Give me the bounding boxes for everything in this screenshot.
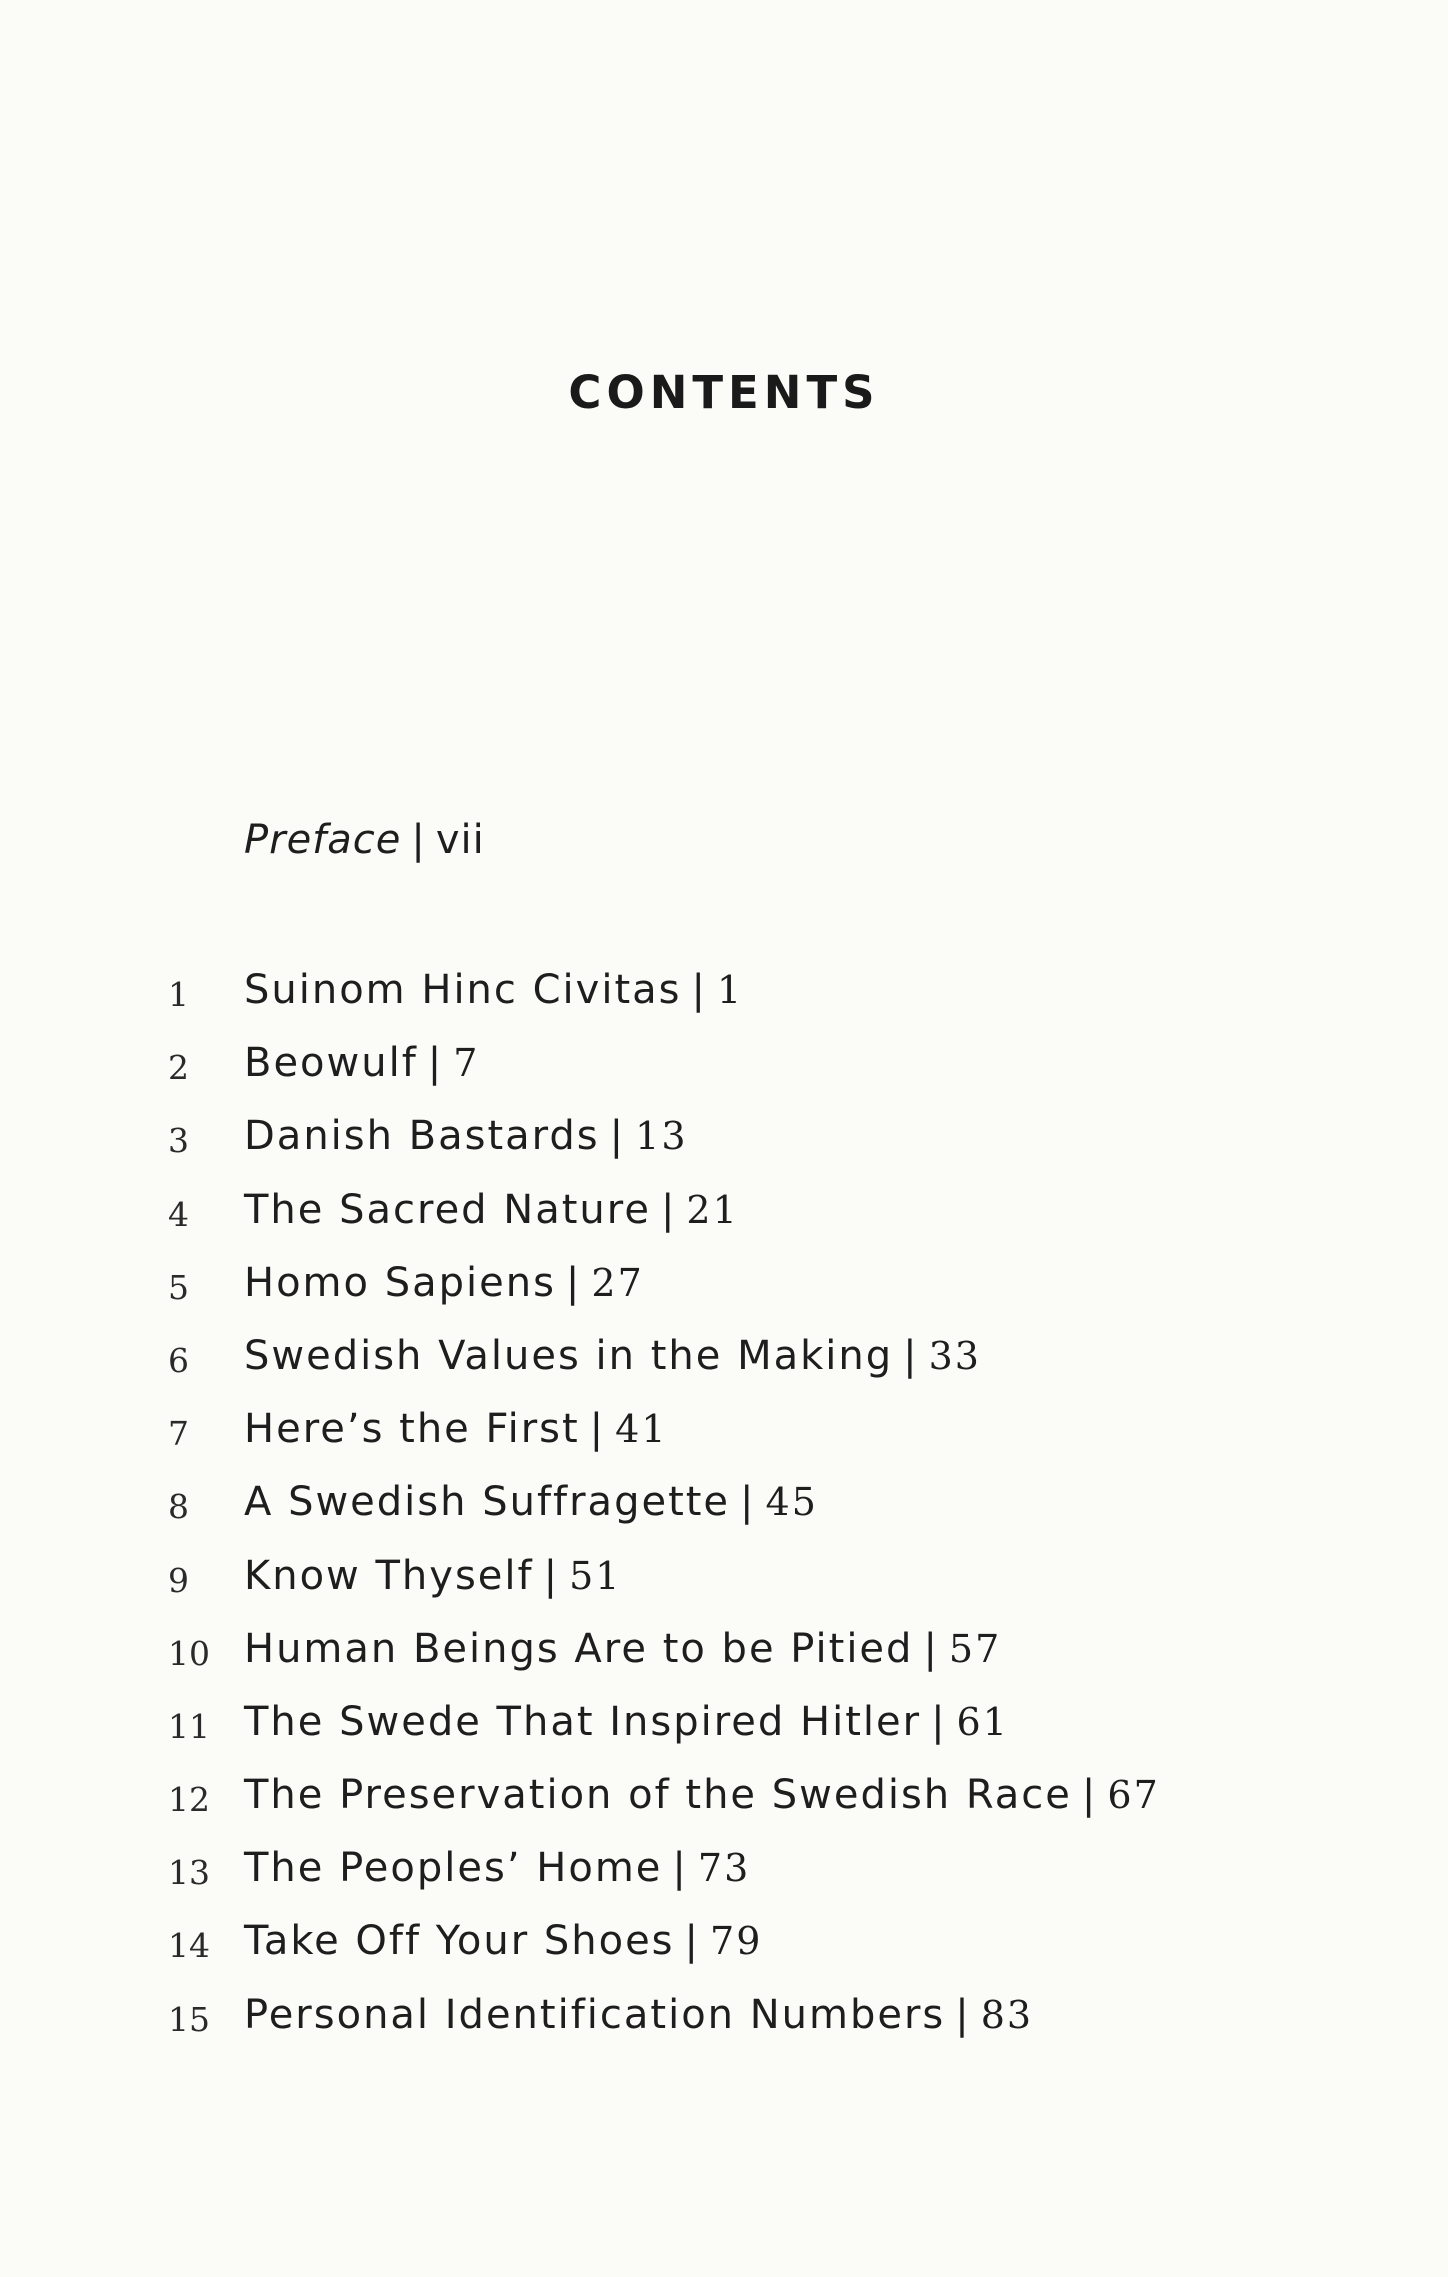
chapter-number: 15 (168, 1999, 210, 2039)
chapter-page-number: 33 (928, 1333, 981, 1378)
chapter-entry (0, 1479, 1448, 1555)
chapter-page-number: 13 (635, 1114, 688, 1159)
chapter-page-number: 67 (1107, 1773, 1160, 1818)
chapter-separator: | (955, 1991, 971, 2038)
chapter-entry (0, 1332, 1448, 1409)
chapter-number: 13 (168, 1853, 210, 1893)
chapter-page-number: 79 (710, 1919, 763, 1964)
chapter-page-number: 83 (980, 1992, 1034, 2037)
preface-separator: | (411, 817, 426, 863)
chapter-number: 9 (168, 1560, 189, 1600)
chapter-entry (0, 1259, 1448, 1336)
chapter-title: The Sacred Nature (244, 1186, 651, 1233)
chapter-number: 12 (168, 1780, 210, 1820)
chapter-entry (0, 1625, 1448, 1702)
chapter-separator: | (1081, 1772, 1098, 1819)
chapter-entry (0, 1918, 1448, 1994)
preface-label: Preface (244, 817, 402, 863)
chapter-title: The Preservation of the Swedish Race (244, 1772, 1072, 1819)
chapter-title: Know Thyself (244, 1552, 534, 1599)
chapter-entry (0, 1040, 1448, 1116)
chapter-number: 2 (168, 1048, 189, 1088)
chapter-separator: | (903, 1332, 919, 1379)
chapter-separator: | (923, 1625, 939, 1672)
chapter-entry (0, 1406, 1448, 1482)
chapter-title: Beowulf (244, 1040, 418, 1087)
chapter-entry (0, 1113, 1448, 1189)
chapter-entry (0, 967, 1448, 1043)
chapter-entry (0, 1845, 1448, 1921)
chapter-number: 14 (168, 1926, 210, 1966)
chapter-number: 3 (168, 1121, 189, 1161)
chapter-page-number: 45 (765, 1480, 818, 1525)
chapter-number: 8 (168, 1487, 189, 1527)
chapter-list (0, 967, 1448, 2068)
page-title: CONTENTS (568, 366, 880, 419)
chapter-page-number: 7 (453, 1041, 480, 1086)
chapter-title: A Swedish Suffragette (244, 1479, 731, 1526)
chapter-number: 1 (168, 975, 189, 1014)
preface-entry (244, 817, 485, 863)
chapter-separator: | (684, 1918, 701, 1965)
chapter-number: 11 (168, 1706, 210, 1746)
chapter-page-number: 1 (716, 968, 744, 1012)
chapter-number: 6 (168, 1340, 189, 1380)
chapter-title: Danish Bastards (244, 1113, 600, 1160)
chapter-page-number: 57 (948, 1626, 1002, 1671)
chapter-title: Take Off Your Shoes (244, 1918, 675, 1965)
chapter-separator: | (543, 1552, 560, 1599)
chapter-separator: | (691, 967, 707, 1013)
chapter-title: Personal Identification Numbers (244, 1991, 946, 2038)
chapter-entry (0, 1186, 1448, 1263)
chapter-page-number: 41 (615, 1407, 668, 1452)
chapter-separator: | (565, 1259, 582, 1306)
chapter-page-number: 73 (697, 1846, 751, 1891)
chapter-number: 5 (168, 1267, 189, 1307)
chapter-page-number: 61 (956, 1699, 1009, 1744)
chapter-entry (0, 1991, 1448, 2068)
chapter-separator: | (660, 1186, 677, 1233)
chapter-separator: | (589, 1406, 606, 1453)
chapter-separator: | (931, 1698, 947, 1745)
chapter-title: Swedish Values in the Making (244, 1332, 894, 1379)
preface-page-number: vii (435, 817, 485, 863)
chapter-title: Homo Sapiens (244, 1259, 556, 1306)
chapter-separator: | (740, 1479, 756, 1526)
chapter-entry (0, 1698, 1448, 1775)
chapter-title: Here’s the First (244, 1406, 580, 1453)
chapter-title: The Swede That Inspired Hitler (244, 1698, 922, 1745)
chapter-title: Suinom Hinc Civitas (244, 967, 682, 1013)
chapter-entry (0, 1772, 1448, 1848)
chapter-number: 4 (168, 1194, 189, 1234)
chapter-separator: | (427, 1040, 444, 1087)
chapter-page-number: 27 (591, 1260, 644, 1305)
chapter-separator: | (609, 1113, 626, 1160)
chapter-title: Human Beings Are to be Pitied (244, 1625, 914, 1672)
chapter-number: 10 (168, 1633, 210, 1673)
chapter-separator: | (672, 1845, 688, 1892)
chapter-entry (0, 1552, 1448, 1629)
chapter-page-number: 51 (569, 1553, 622, 1598)
chapter-page-number: 21 (686, 1187, 739, 1232)
chapter-number: 7 (168, 1414, 189, 1454)
chapter-title: The Peoples’ Home (244, 1845, 663, 1892)
